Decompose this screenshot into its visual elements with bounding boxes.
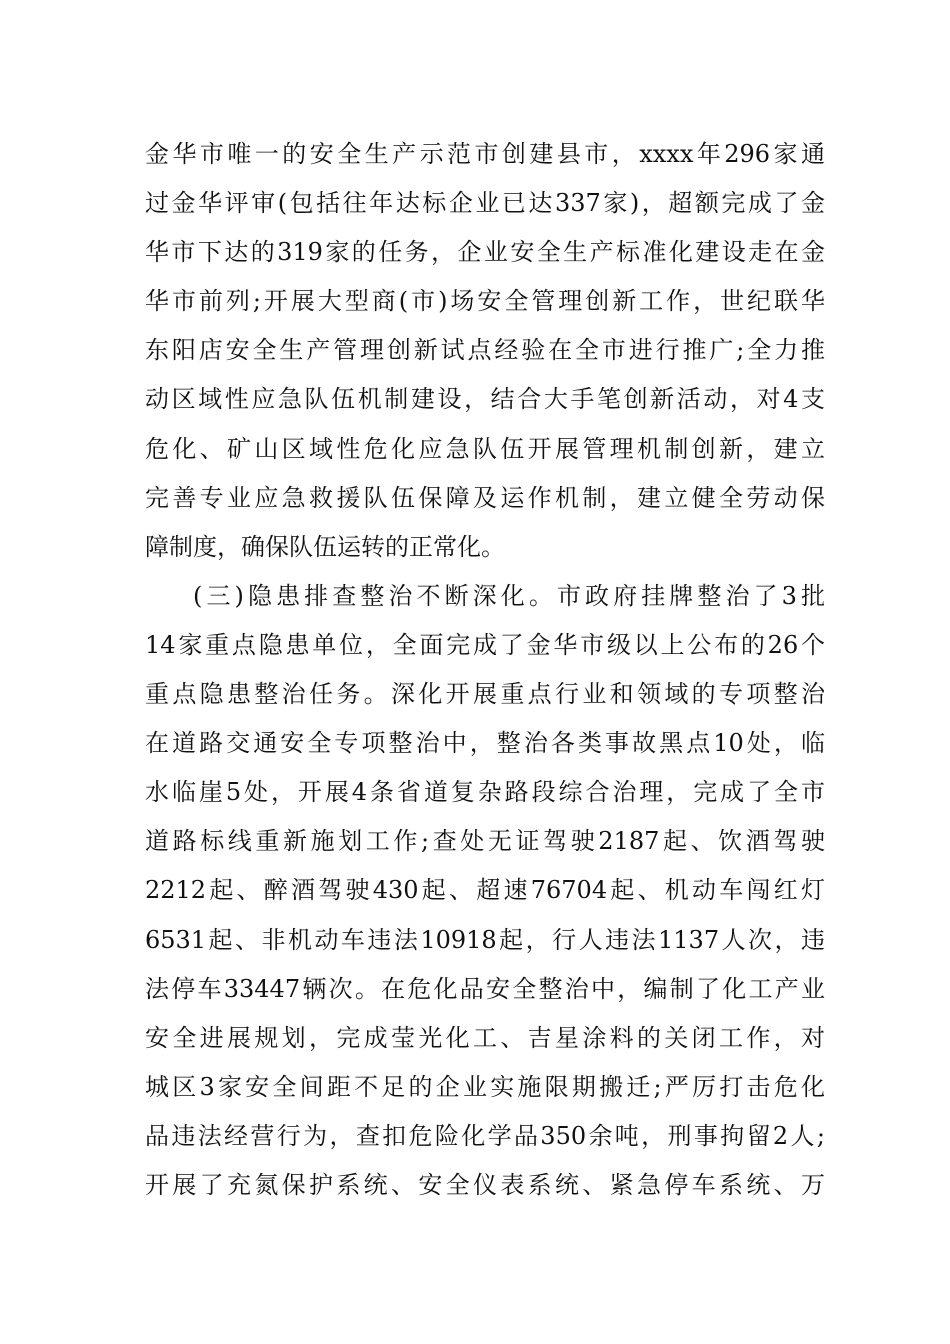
text-line: 2212起、醉酒驾驶430起、超速76704起、机动车闯红灯 <box>145 876 825 905</box>
text-line: 危化、矿山区域性危化应急队伍开展管理机制创新，建立 <box>145 434 825 463</box>
body-text <box>145 130 825 1210</box>
text-line: 城区3家安全间距不足的企业实施限期搬迁;严厉打击危化 <box>145 1072 825 1101</box>
text-line: 完善专业应急救援队伍保障及运作机制，建立健全劳动保 <box>145 483 825 512</box>
text-line: 动区域性应急队伍机制建设，结合大手笔创新活动，对4支 <box>145 385 825 414</box>
text-line: 开展了充氮保护系统、安全仪表系统、紧急停车系统、万 <box>145 1170 825 1199</box>
text-line: 安全进展规划，完成莹光化工、吉星涂料的关闭工作，对 <box>145 1023 825 1052</box>
text-line: 华市前列;开展大型商(市)场安全管理创新工作，世纪联华 <box>145 287 825 316</box>
text-line: 金华市唯一的安全生产示范市创建县市，xxxx年296家通 <box>145 140 825 168</box>
text-line: 东阳店安全生产管理创新试点经验在全市进行推广;全力推 <box>145 336 825 365</box>
text-line: 重点隐患整治任务。深化开展重点行业和领域的专项整治 <box>145 680 825 709</box>
paragraph-1 <box>145 130 825 572</box>
text-line: 在道路交通安全专项整治中，整治各类事故黑点10处，临 <box>145 729 825 758</box>
text-line: 法停车33447辆次。在危化品安全整治中，编制了化工产业 <box>145 974 825 1003</box>
text-line: 水临崖5处，开展4条省道复杂路段综合治理，完成了全市 <box>145 778 825 807</box>
text-line: 6531起、非机动车违法10918起，行人违法1137人次，违 <box>145 925 825 954</box>
text-line: 道路标线重新施划工作;查处无证驾驶2187起、饮酒驾驶 <box>145 827 825 856</box>
text-line: 华市下达的319家的任务，企业安全生产标准化建设走在金 <box>145 238 825 267</box>
text-line: 障制度，确保队伍运转的正常化。 <box>145 532 505 561</box>
text-line: (三)隐患排查整治不断深化。市政府挂牌整治了3批 <box>193 581 825 610</box>
text-line: 过金华评审(包括往年达标企业已达337家)，超额完成了金 <box>145 189 825 218</box>
text-line: 14家重点隐患单位，全面完成了金华市级以上公布的26个 <box>145 630 825 659</box>
text-line: 品违法经营行为，查扣危险化学品350余吨，刑事拘留2人; <box>145 1121 825 1150</box>
paragraph-2 <box>145 572 825 1210</box>
